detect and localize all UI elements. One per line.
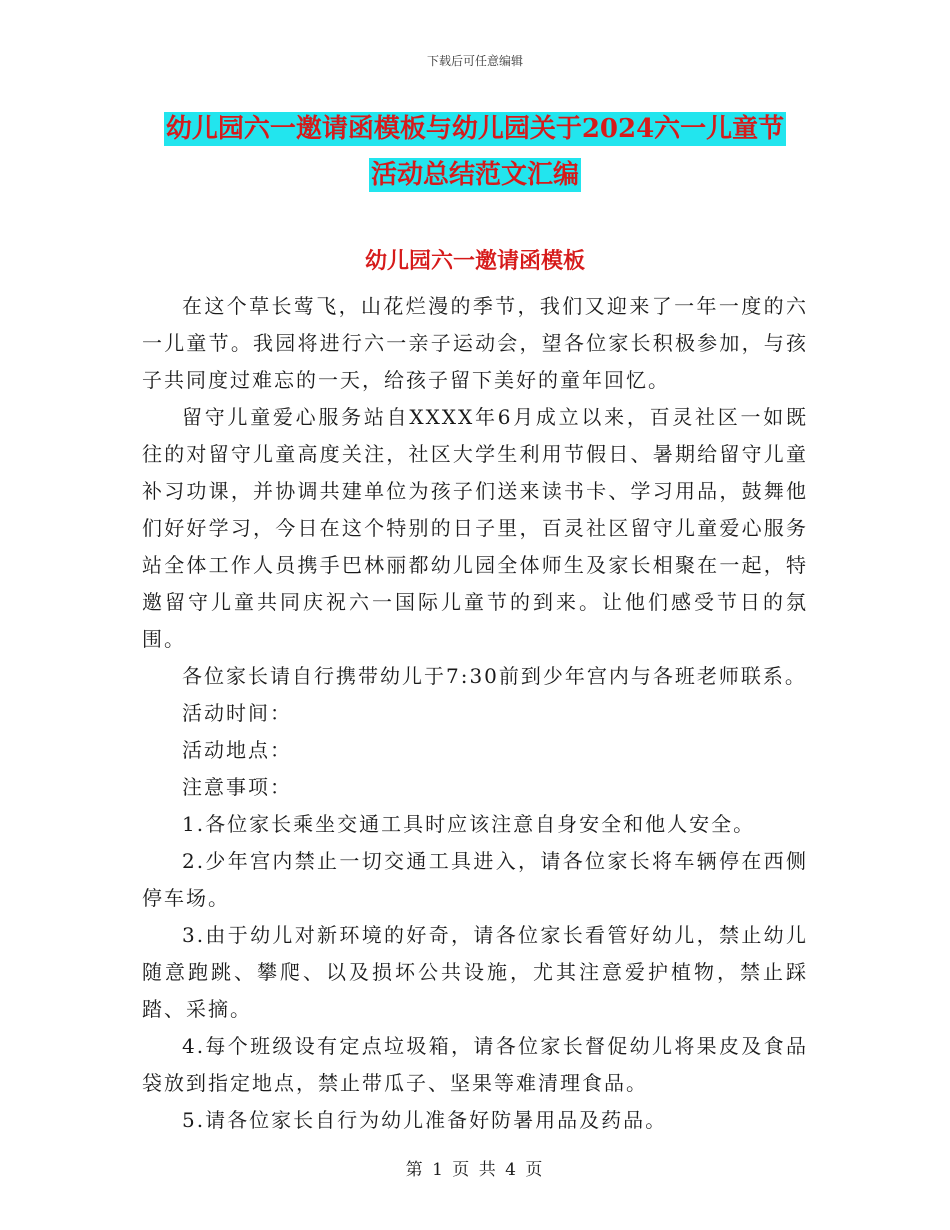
main-title-line2-text: 活动总结范文汇编 [370,160,579,190]
paragraph: 活动时间： [182,701,292,725]
list-item: 3.由于幼儿对新环境的好奇，请各位家长看管好幼儿，禁止幼儿随意跑跳、攀爬、以及损坏公共设施，尤其注意爱护植物，禁止踩踏、采摘。 [142,923,808,1021]
paragraph: 活动地点： [182,738,292,762]
list-item: 1.各位家长乘坐交通工具时应该注意自身安全和他人安全。 [182,812,756,836]
paragraph: 各位家长请自行携带幼儿于7:30前到少年宫内与各班老师联系。 [182,664,807,688]
page-footer: 第 1 页 共 4 页 [405,1160,545,1180]
list-item: 4.每个班级设有定点垃圾箱，请各位家长督促幼儿将果皮及食品袋放到指定地点，禁止带瓜子、坚果等难清理食品。 [142,1034,808,1095]
paragraph: 在这个草长莺飞，山花烂漫的季节，我们又迎来了一年一度的六一儿童节。我园将进行六一亲子运动会，望各位家长积极参加，与孩子共同度过难忘的一天，给孩子留下美好的童年回忆。 [142,294,808,392]
main-title-line1 [0,106,950,152]
paragraph: 留守儿童爱心服务站自XXXX年6月成立以来，百灵社区一如既往的对留守儿童高度关注，社区大学生利用节假日、暑期给留守儿童补习功课，并协调共建单位为孩子们送来读书卡、学习用品，鼓舞他们好好学习，今日在这个特别的日子里，百灵社区留守儿童爱心服务站全体工作人员携手巴林丽都幼儿园全体师生及家长相聚在一起，特邀留守儿童共同庆祝六一国际儿童节的到来。让他们感受节日的氛围。 [142,405,808,651]
page-header-note: 下载后可任意编辑 [426,54,523,68]
section-title: 幼儿园六一邀请函模板 [364,248,585,274]
list-item: 2.少年宫内禁止一切交通工具进入，请各位家长将车辆停在西侧停车场。 [142,849,808,910]
document-body [142,288,808,1139]
list-item: 5.请各位家长自行为幼儿准备好防暑用品及药品。 [182,1108,668,1132]
paragraph: 注意事项： [182,775,292,799]
main-title-line1-text: 幼儿园六一邀请函模板与幼儿园关于2024六一儿童节 [165,114,785,144]
main-title-line2 [0,152,950,198]
